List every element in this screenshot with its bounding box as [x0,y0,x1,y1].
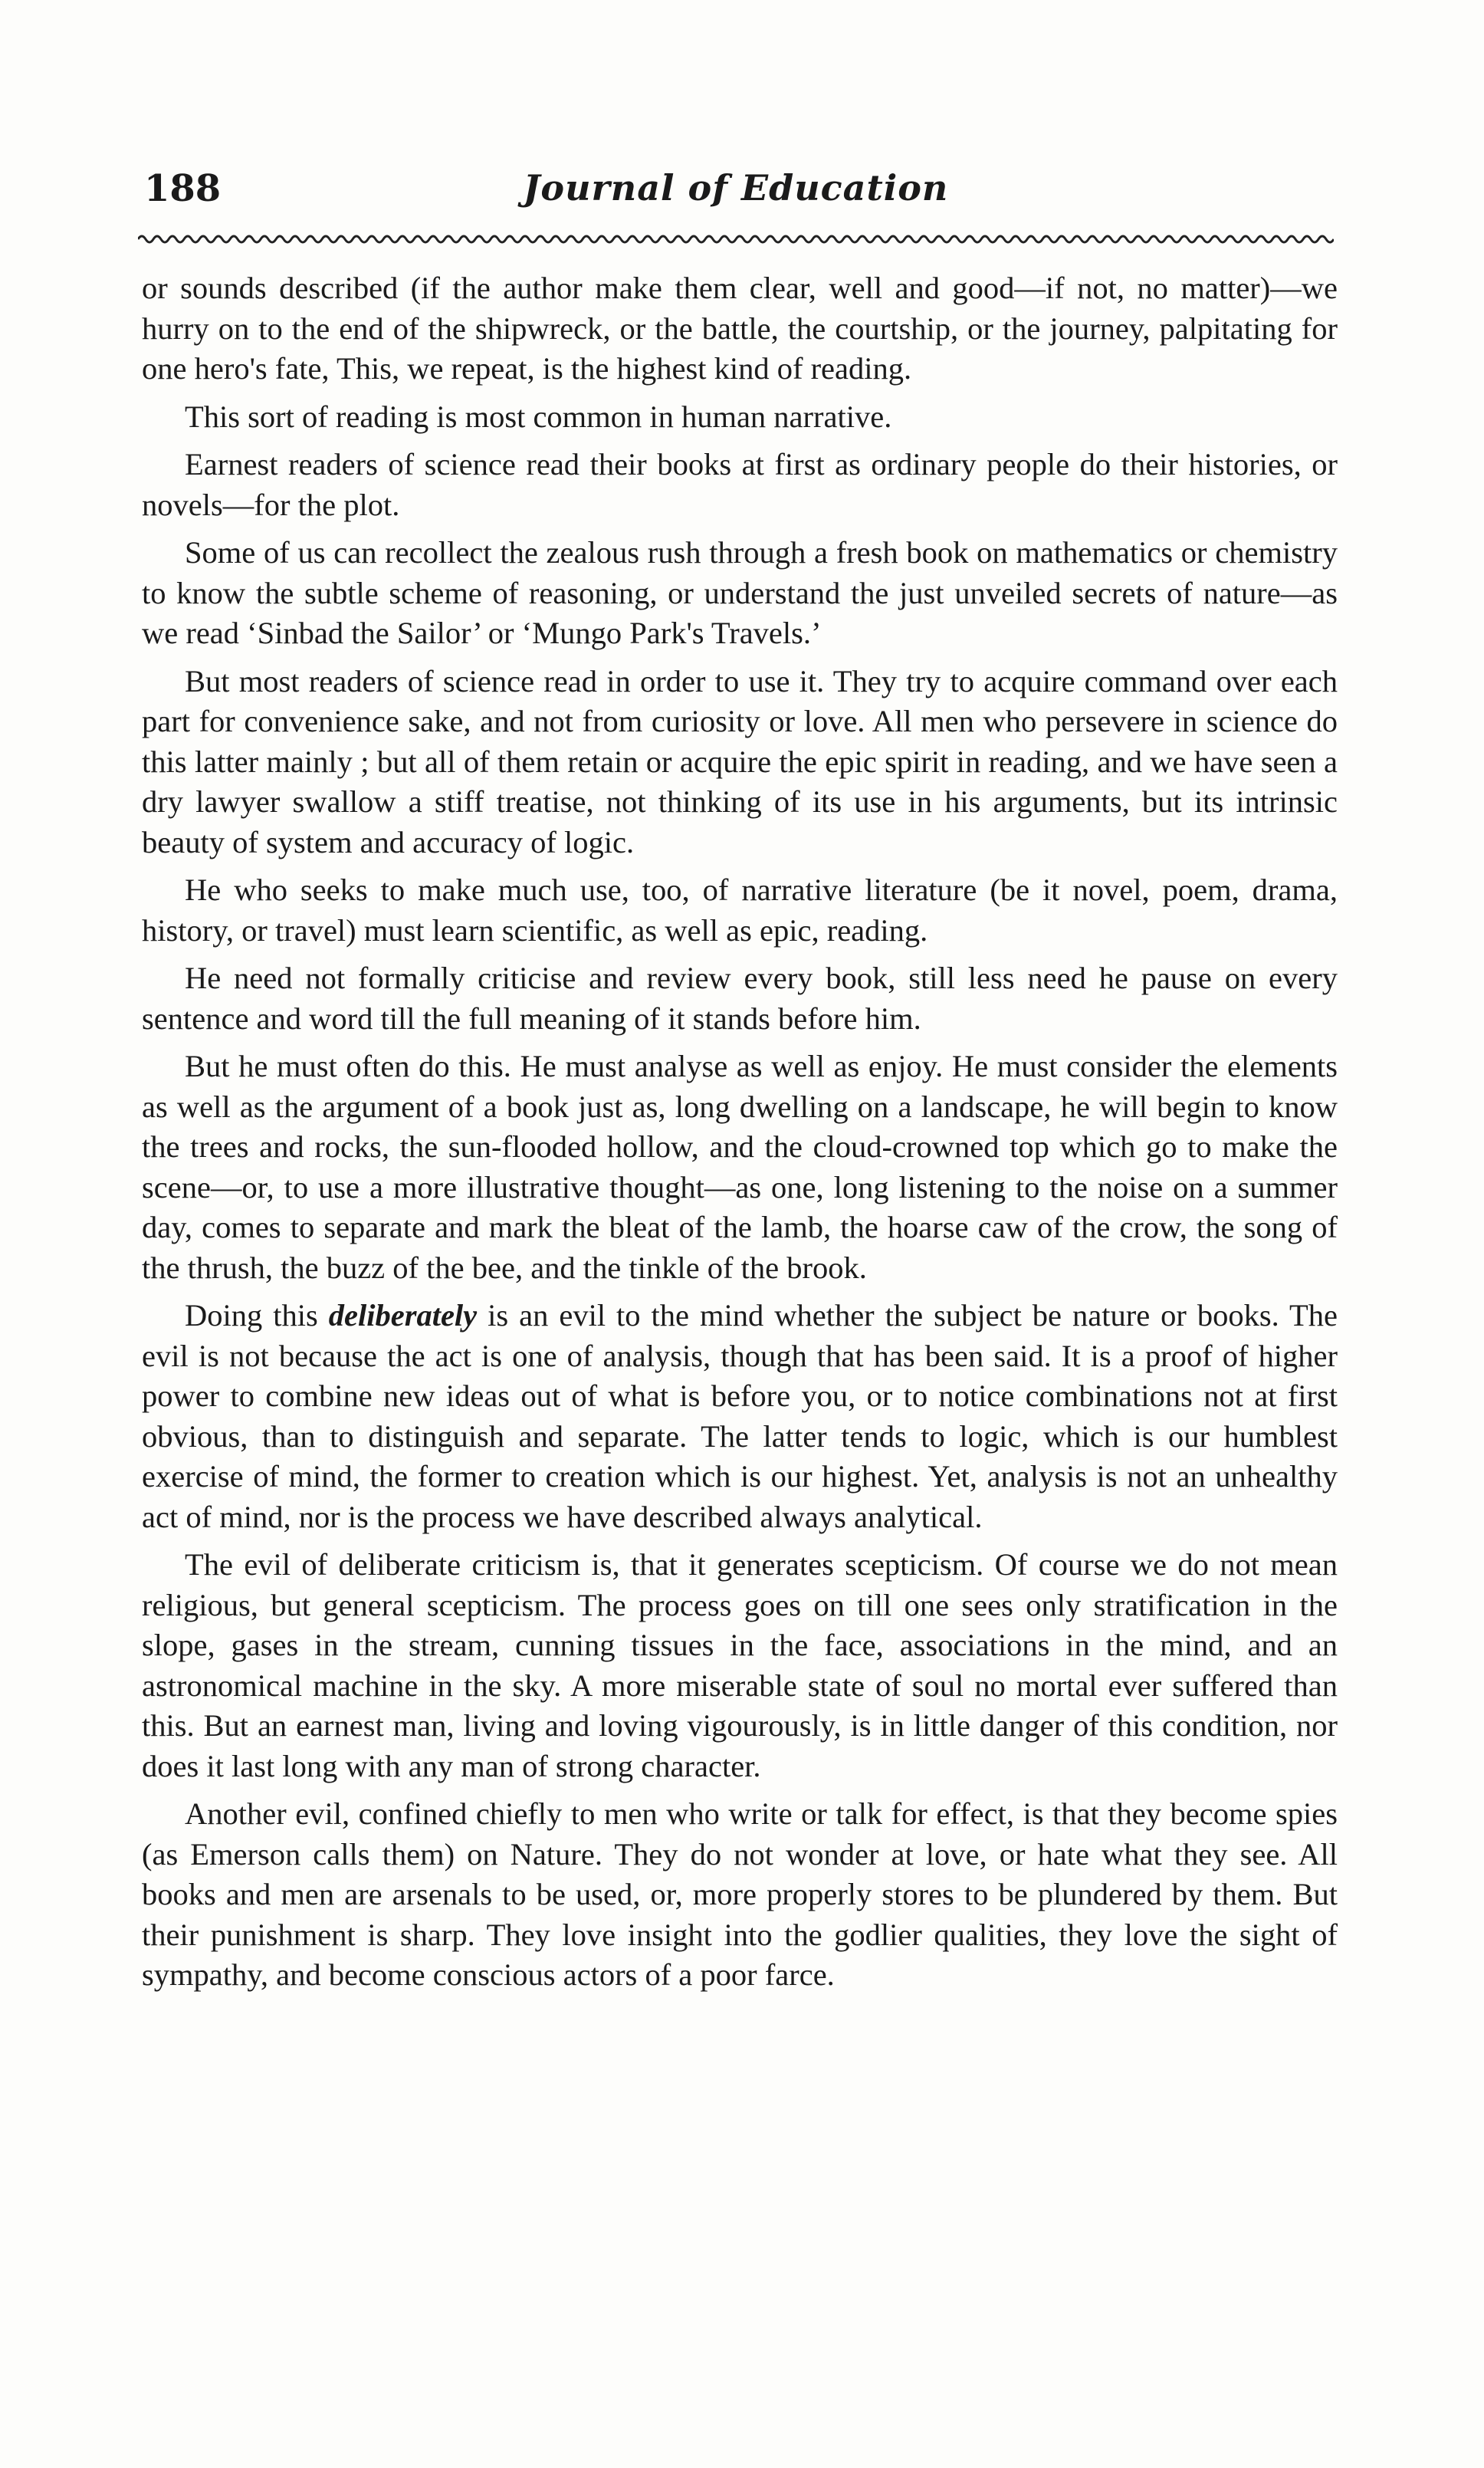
paragraph-6: He who seeks to make much use, too, of narrative literature (be it novel, poem, drama, history, or travel) must learn scientific, as well as epic, reading. [142,873,1338,948]
paragraph-1: or sounds described (if the author make them clear, well and good—if not, no matter)—we hurry on to the end of the shipwreck, or the battle, the courtship, or the journey, palpitating for one hero's fate, This, we repeat, is the highest kind of reading. [142,271,1338,386]
emphasized-word: deliberately [328,1298,478,1333]
paragraph-9-rest: is an evil to the mind whether the subject be nature or books. The evil is not because the act is one of analysis, though that has been said. It is a proof of higher power to combine new ideas out of what is before you, or to notice combinations not at first obvious, than to distinguish and separate. The latter tends to logic, which is our humblest exercise of mind, the former to creation which is our highest. Yet, analysis is not an unhealthy act of mind, nor is the process we have described always analytical. [142,1298,1338,1534]
paragraph-7: He need not formally criticise and review every book, still less need he pause on every sentence and word till the full meaning of it stands before him. [142,961,1338,1036]
paragraph-9-start: Doing this [185,1298,329,1333]
paragraph-3: Earnest readers of science read their books at first as ordinary people do their histories, or novels—for the plot. [142,447,1338,522]
paragraph-4: Some of us can recollect the zealous rush through a fresh book on mathematics or chemistry to know the subtle scheme of reasoning, or understand the just unveiled secrets of nature—as we read ‘Sinbad the Sailor’ or ‘Mungo Park's Travels.’ [142,535,1338,650]
page-number: 188 [144,167,222,210]
running-title: Journal of Education [523,167,949,209]
body-text [142,268,1338,2003]
paragraph-5: But most readers of science read in order to use it. They try to acquire command over each part for convenience sake, and not from curiosity or love. All men who persevere in science do this latter mainly ; but all of them retain or acquire the epic spirit in reading, and we have seen a dry lawyer swallow a stiff treatise, not thinking of its use in his arguments, but its intrinsic beauty of system and accuracy of logic. [142,663,1338,859]
paragraph-10: The evil of deliberate criticism is, that it generates scepticism. Of course we do not mean religious, but general scepticism. The process goes on till one sees only stratification in the slope, gases in the stream, cunning tissues in the face, associations in the mind, and an astronomical machine in the sky. A more miserable state of soul no mortal ever suffered than this. But an earnest man, living and loving vigourously, is in little danger of this condition, nor does it last long with any man of strong character. [142,1547,1338,1783]
page-header [138,161,1334,230]
paragraph-11: Another evil, confined chiefly to men who write or talk for effect, is that they become spies (as Emerson calls them) on Nature. They do not wonder at love, or hate what they see. All books and men are arsenals to be used, or, more properly stores to be plundered by them. But their punishment is sharp. They love insight into the godlier qualities, they love the sight of sympathy, and become conscious actors of a poor farce. [142,1796,1338,1992]
paragraph-9 [142,1296,1338,1537]
paragraph-8: But he must often do this. He must analyse as well as enjoy. He must consider the elements as well as the argument of a book just as, long dwelling on a landscape, he will begin to know the trees and rocks, the sun-flooded hollow, and the cloud-crowned top which go to make the scene—or, to use a more illustrative thought—as one, long listening to the noise on a summer day, comes to separate and mark the bleat of the lamb, the hoarse caw of the crow, the song of the thrush, the buzz of the bee, and the tinkle of the brook. [142,1049,1338,1285]
paragraph-2: This sort of reading is most common in human narrative. [185,399,892,434]
decorative-wavy-rule [138,230,1334,247]
wavy-rule-line [138,236,1334,242]
